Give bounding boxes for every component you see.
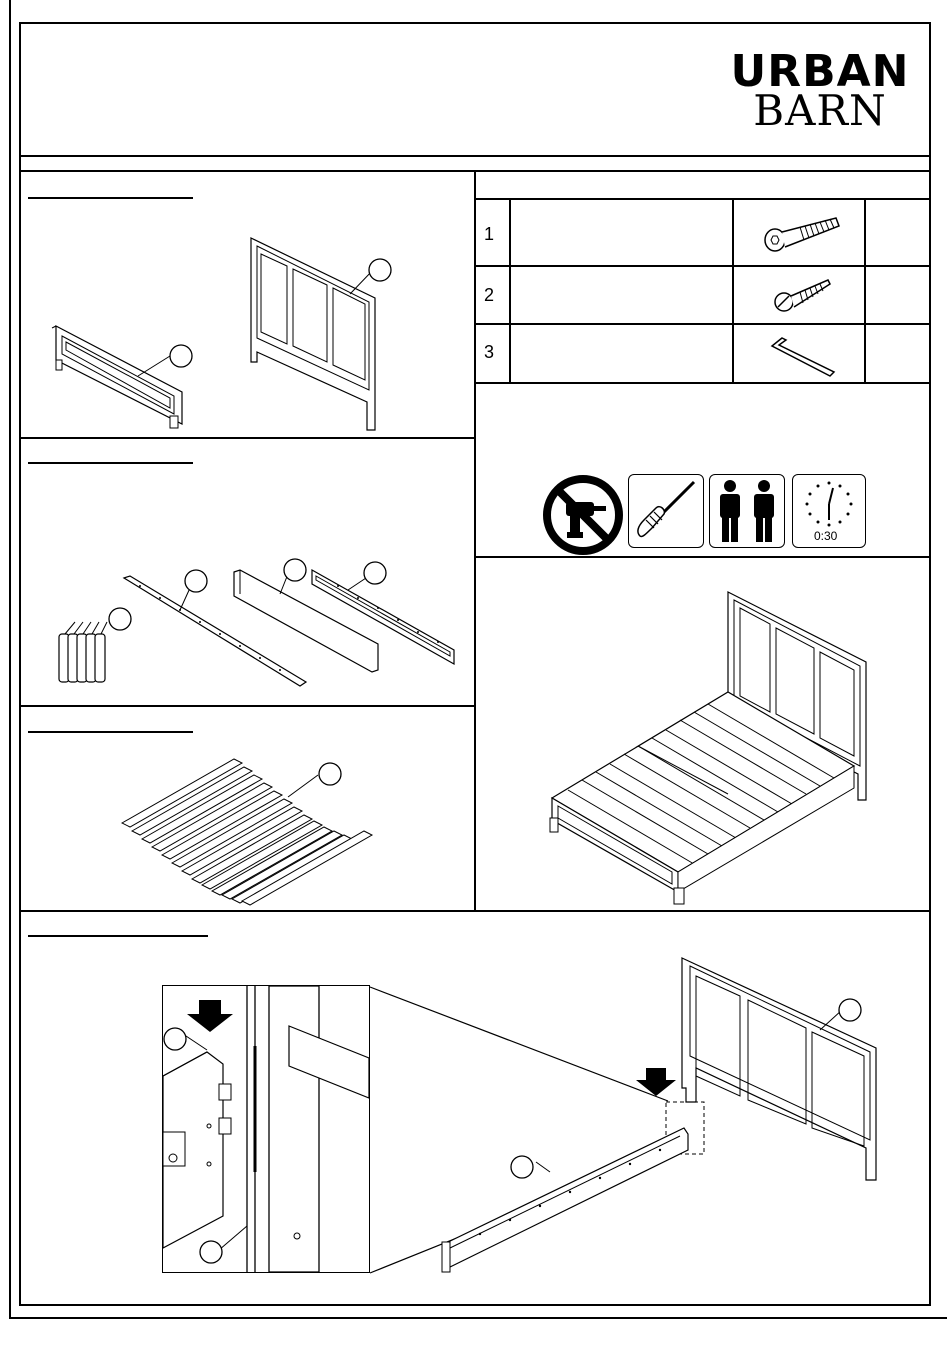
brand-line1: URBAN	[730, 46, 910, 97]
hardware-row-number: 3	[484, 342, 495, 362]
left-margin-line	[9, 0, 11, 1318]
callout-circle	[510, 1155, 534, 1179]
screwdriver-icon	[632, 478, 700, 544]
headboard-drawing	[245, 234, 380, 434]
callout-circle	[363, 561, 387, 585]
column-divider	[474, 170, 476, 911]
section-heading-underline-3	[28, 731, 193, 733]
callout-circle	[169, 344, 193, 368]
right-row-divider-b	[474, 382, 931, 384]
hardware-row-line	[474, 323, 931, 325]
two-people-icon	[712, 478, 782, 544]
hardware-row-number: 1	[484, 224, 495, 244]
right-row-divider-a	[474, 198, 931, 200]
hardware-col-line	[509, 198, 511, 383]
section-heading-underline-2	[28, 462, 193, 464]
allen-key-icon	[768, 332, 840, 380]
callout-circle	[163, 1027, 187, 1051]
detail-inset-drawing	[163, 986, 369, 1272]
callout-circle	[199, 1240, 223, 1264]
hardware-row-line	[474, 265, 931, 267]
bottom-margin-line	[9, 1317, 947, 1319]
support-legs-drawing	[55, 612, 115, 686]
headboard-rail-assembly-drawing	[440, 952, 880, 1282]
brand-logo	[722, 46, 918, 135]
allen-bolt-icon	[760, 210, 842, 258]
wood-screw-icon	[772, 276, 834, 316]
header-divider-top	[19, 155, 931, 157]
hardware-col-line	[732, 198, 734, 383]
assembly-time-label: 0:30	[814, 529, 838, 543]
callout-circle	[184, 569, 208, 593]
callout-circle	[283, 558, 307, 582]
callout-circle	[108, 607, 132, 631]
no-power-drill-icon	[540, 472, 626, 558]
hardware-row-number: 2	[484, 285, 495, 305]
callout-circle	[368, 258, 392, 282]
assembled-bed-drawing	[548, 588, 870, 906]
clock-icon	[800, 480, 858, 530]
footboard-drawing	[50, 320, 190, 432]
callout-circle	[318, 762, 342, 786]
row-divider-1	[19, 437, 475, 439]
row-divider-3	[19, 910, 931, 912]
callout-circle	[838, 998, 862, 1022]
section-heading-underline-4	[28, 935, 208, 937]
row-divider-2	[19, 705, 475, 707]
brand-line2: BARN	[753, 86, 887, 135]
section-heading-underline-1	[28, 197, 193, 199]
hardware-col-line	[864, 198, 866, 383]
